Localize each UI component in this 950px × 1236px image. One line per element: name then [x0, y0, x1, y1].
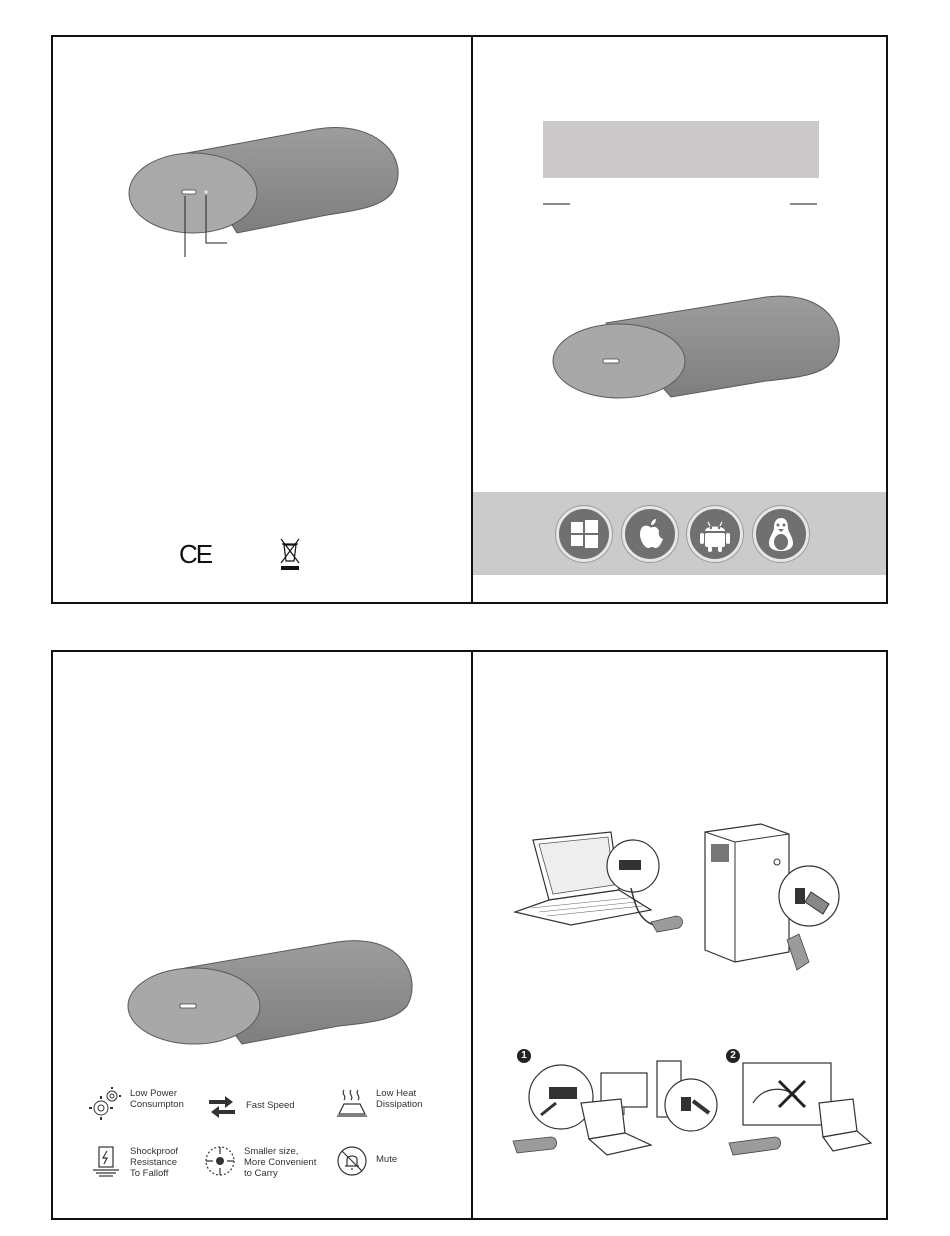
compact-icon — [203, 1144, 237, 1178]
top-left-panel — [53, 37, 471, 602]
mute-icon — [335, 1144, 369, 1178]
windows-icon — [556, 506, 612, 562]
feature-fast-speed — [205, 1090, 335, 1130]
os-compatibility-band — [473, 492, 886, 575]
gears-icon — [89, 1086, 123, 1120]
step-2-illustration — [723, 1057, 873, 1167]
bottom-right-panel — [473, 652, 886, 1218]
step-1-illustration — [511, 1057, 721, 1167]
device-illustration-labeled — [127, 123, 407, 263]
feature-low-heat — [335, 1086, 465, 1126]
shockproof-icon — [89, 1144, 123, 1178]
top-sheet — [51, 35, 888, 604]
weee-bin-icon — [279, 537, 301, 571]
bottom-sheet — [51, 650, 888, 1220]
left-rule — [543, 203, 570, 205]
apple-icon — [622, 506, 678, 562]
right-rule — [790, 203, 817, 205]
feature-label: Mute — [376, 1154, 398, 1165]
feature-label: Smaller size, More Convenient to Carry — [244, 1146, 317, 1179]
step-badge-2: 2 — [726, 1049, 740, 1063]
desktop-connection-illustration — [699, 822, 849, 982]
device-illustration-features — [127, 938, 417, 1048]
feature-compact — [203, 1144, 343, 1184]
heat-icon — [335, 1086, 369, 1120]
laptop-connection-illustration — [511, 830, 691, 950]
feature-label: Low Power Consumpton — [130, 1088, 184, 1110]
cover-title-box — [543, 121, 819, 178]
step-badge-1: 1 — [517, 1049, 531, 1063]
top-right-panel — [473, 37, 886, 602]
feature-mute — [335, 1144, 465, 1184]
arrows-icon — [205, 1090, 239, 1124]
feature-low-power — [89, 1086, 219, 1126]
feature-label: Shockproof Resistance To Falloff — [130, 1146, 179, 1179]
bottom-left-panel — [53, 652, 471, 1218]
android-icon — [687, 506, 743, 562]
device-illustration-cover — [551, 295, 841, 400]
feature-shockproof — [89, 1144, 219, 1184]
linux-icon — [753, 506, 809, 562]
ce-mark: CE — [179, 539, 212, 569]
feature-label: Low Heat Dissipation — [376, 1088, 423, 1110]
feature-label: Fast Speed — [246, 1100, 295, 1111]
